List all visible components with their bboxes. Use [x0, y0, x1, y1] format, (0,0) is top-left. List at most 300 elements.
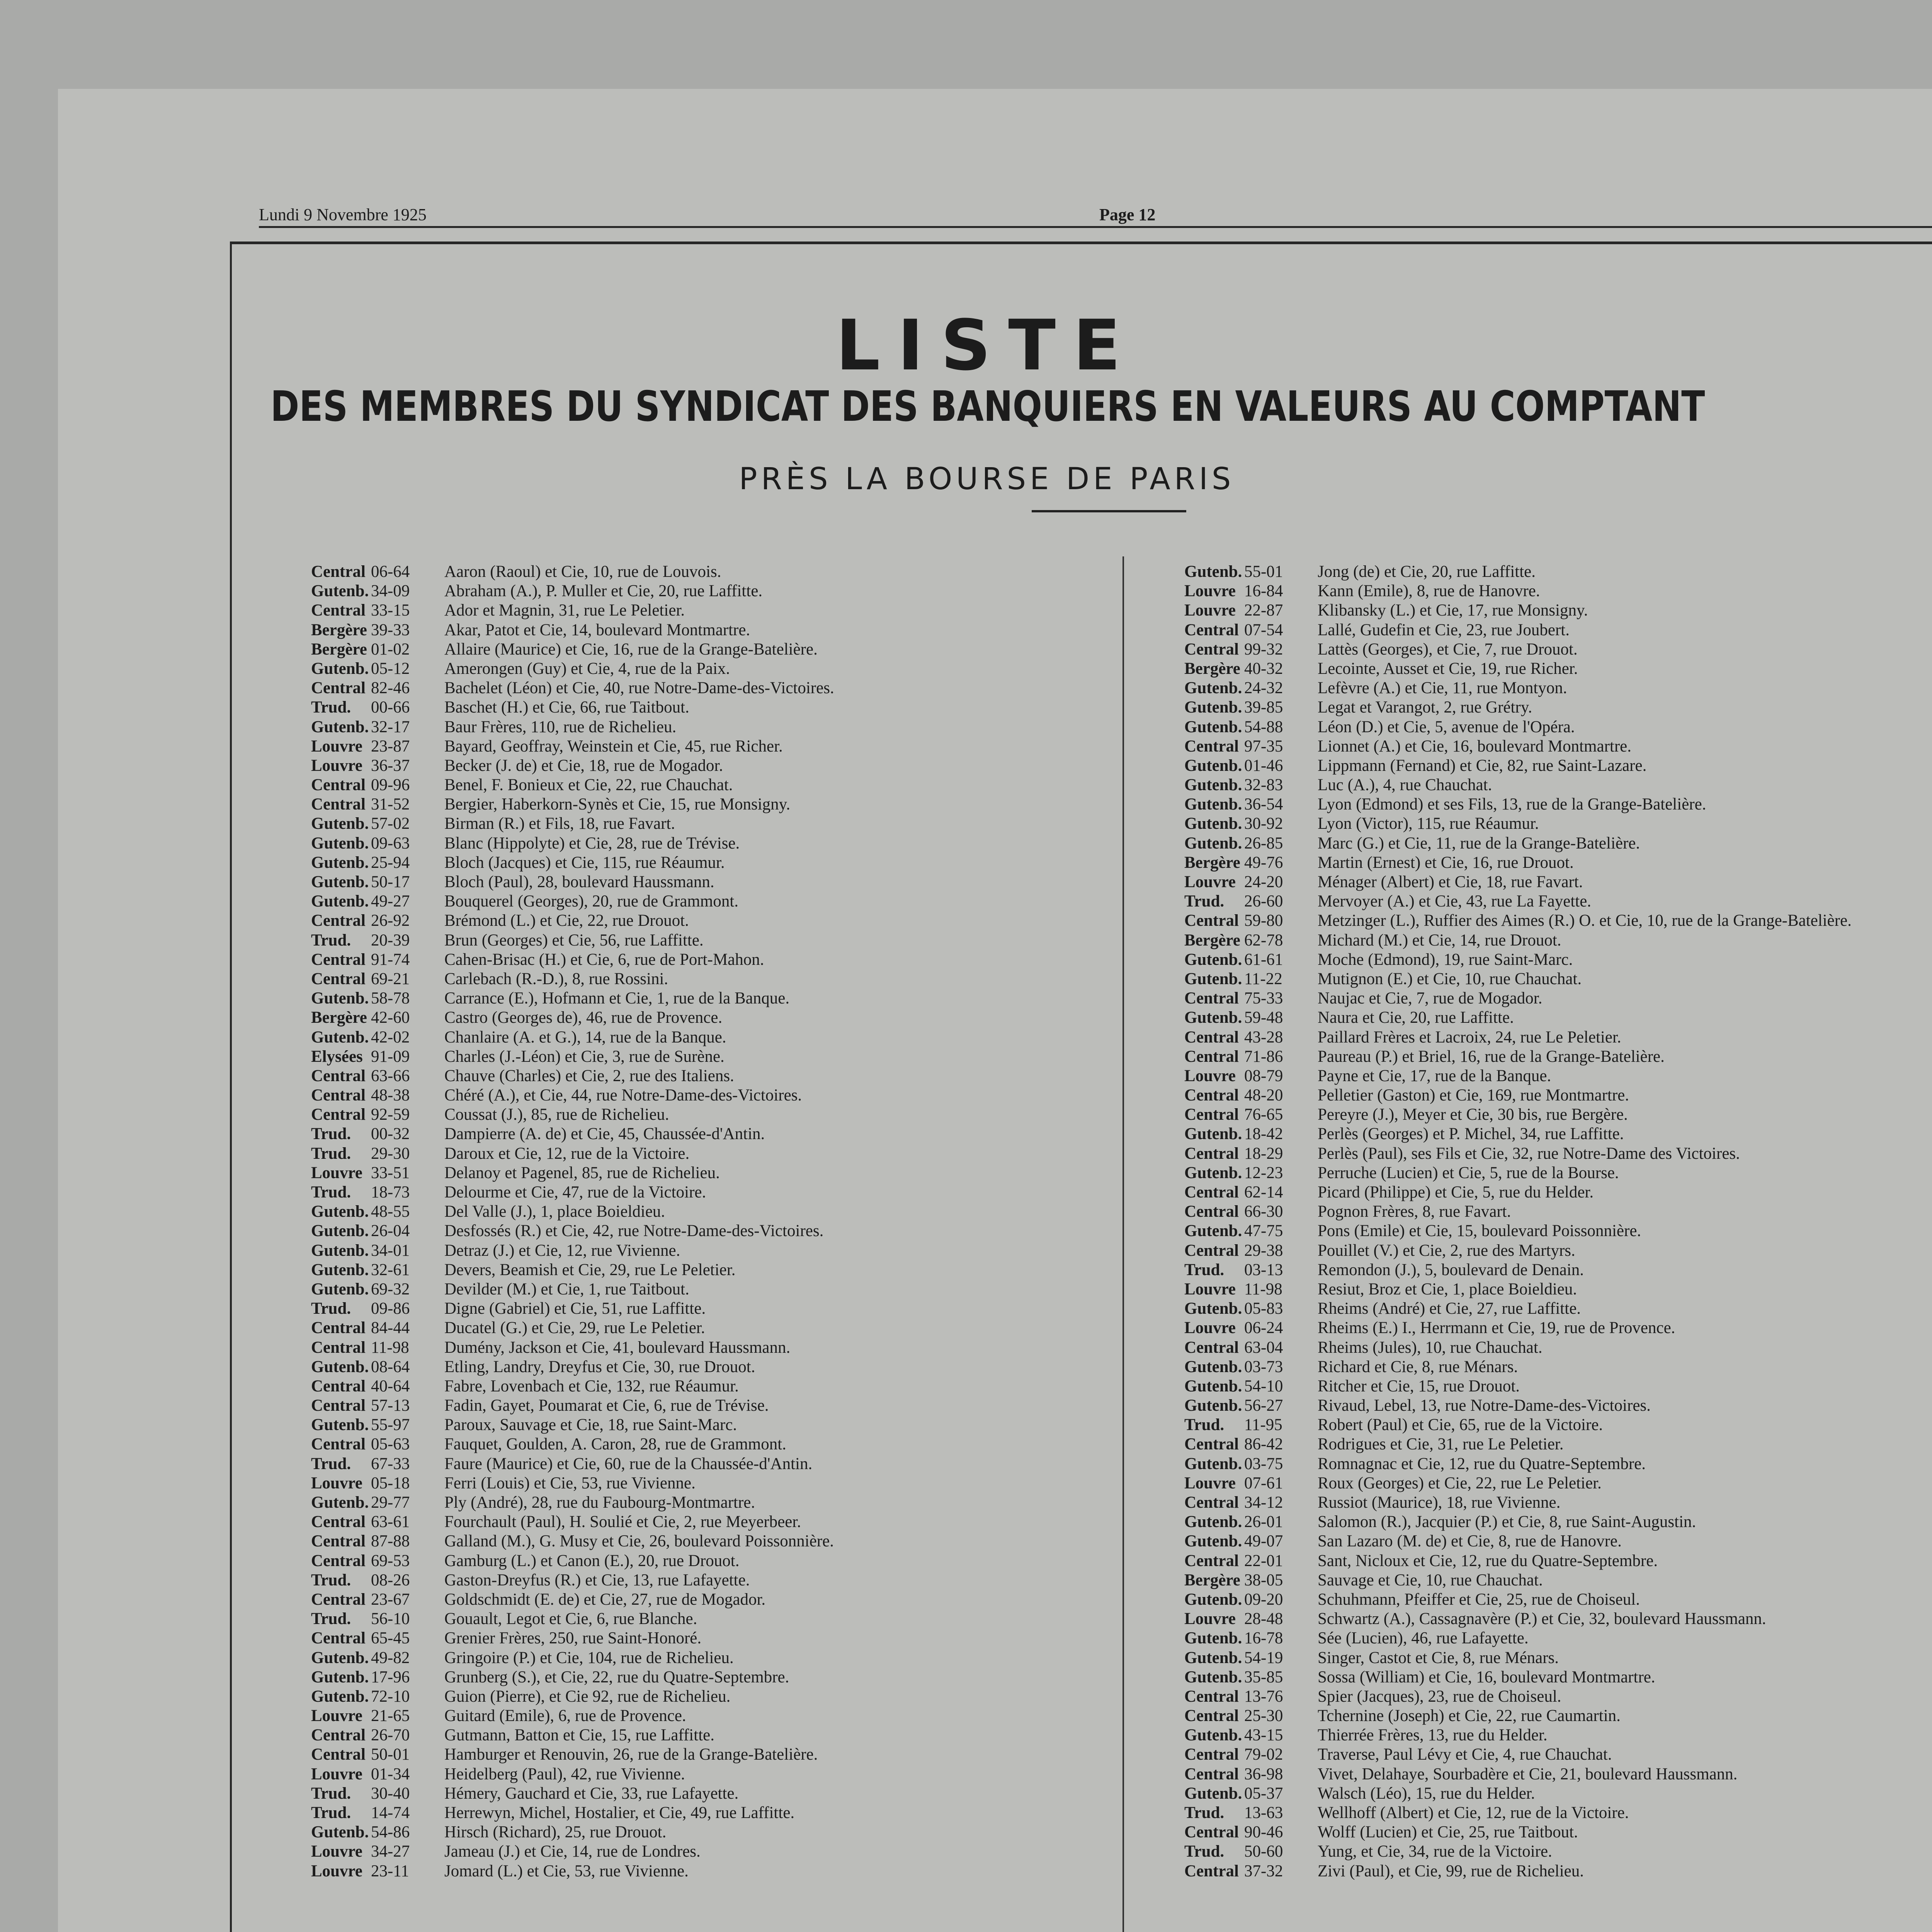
member-row — [1184, 1338, 1932, 1357]
member-phone: 24-32 — [1244, 679, 1283, 697]
member-row — [311, 1571, 1109, 1590]
member-row — [311, 1687, 1109, 1706]
member-exchange: Louvre — [1184, 873, 1236, 891]
member-exchange: Central — [311, 1532, 366, 1551]
member-name: Guitard (Emile), 6, rue de Provence. — [444, 1707, 686, 1725]
member-name: Sossa (William) et Cie, 16, boulevard Montmartre. — [1318, 1668, 1655, 1686]
member-row — [311, 1221, 1109, 1241]
member-name: Bayard, Geoffray, Weinstein et Cie, 45, rue Richer. — [444, 737, 783, 755]
member-row — [1184, 872, 1932, 892]
member-exchange: Gutenb. — [1184, 1454, 1242, 1473]
member-exchange: Louvre — [311, 756, 362, 775]
member-name: Gouault, Legot et Cie, 6, rue Blanche. — [444, 1610, 697, 1628]
member-name: Chéré (A.), et Cie, 44, rue Notre-Dame-des-Victoires. — [444, 1086, 802, 1105]
member-name: Naura et Cie, 20, rue Laffitte. — [1318, 1009, 1514, 1027]
member-row — [1184, 1803, 1932, 1823]
member-name: Fourchault (Paul), H. Soulié et Cie, 2, rue Meyerbeer. — [444, 1513, 801, 1531]
member-row — [1184, 950, 1932, 969]
member-phone: 91-09 — [371, 1047, 410, 1066]
member-name: Fauquet, Goulden, A. Caron, 28, rue de Grammont. — [444, 1435, 786, 1454]
member-name: Gaston-Dreyfus (R.) et Cie, 13, rue Lafayette. — [444, 1571, 750, 1589]
member-phone: 23-67 — [371, 1590, 410, 1609]
page-number: Page 12 — [1099, 205, 1156, 224]
member-exchange: Gutenb. — [311, 582, 369, 600]
member-phone: 35-85 — [1244, 1668, 1283, 1686]
member-exchange: Trud. — [311, 1804, 351, 1822]
member-row — [1184, 1706, 1932, 1726]
member-phone: 50-01 — [371, 1745, 410, 1764]
member-phone: 01-34 — [371, 1765, 410, 1783]
member-exchange: Gutenb. — [311, 815, 369, 833]
member-phone: 82-46 — [371, 679, 410, 697]
member-row — [311, 853, 1109, 872]
member-phone: 24-20 — [1244, 873, 1283, 891]
member-phone: 54-19 — [1244, 1648, 1283, 1667]
member-phone: 28-48 — [1244, 1610, 1283, 1628]
member-name: Bloch (Jacques) et Cie, 115, rue Réaumur. — [444, 853, 725, 872]
member-phone: 25-94 — [371, 853, 410, 872]
member-phone: 30-40 — [371, 1784, 410, 1803]
member-name: Traverse, Paul Lévy et Cie, 4, rue Chauchat. — [1318, 1745, 1612, 1764]
member-name: Hamburger et Renouvin, 26, rue de la Grange-Batelière. — [444, 1745, 818, 1764]
member-exchange: Gutenb. — [311, 1202, 369, 1221]
member-row — [1184, 931, 1932, 950]
member-phone: 37-32 — [1244, 1862, 1283, 1880]
member-row — [1184, 1590, 1932, 1609]
member-phone: 49-82 — [371, 1648, 410, 1667]
members-left-column — [311, 562, 1109, 1881]
member-row — [311, 1202, 1109, 1221]
member-row — [311, 1532, 1109, 1551]
member-phone: 29-38 — [1244, 1241, 1283, 1260]
member-phone: 91-74 — [371, 950, 410, 969]
member-row — [1184, 1823, 1932, 1842]
member-exchange: Central — [311, 1338, 366, 1357]
member-exchange: Central — [1184, 1765, 1239, 1783]
header-rule — [259, 226, 1932, 228]
member-exchange: Central — [1184, 1144, 1239, 1163]
member-name: Galland (M.), G. Musy et Cie, 26, boulevard Poissonnière. — [444, 1532, 834, 1551]
member-row — [311, 1803, 1109, 1823]
member-exchange: Bergère — [311, 621, 367, 639]
member-row — [1184, 1047, 1932, 1066]
member-row — [311, 1609, 1109, 1629]
member-name: Castro (Georges de), 46, rue de Provence. — [444, 1009, 723, 1027]
member-row — [311, 931, 1109, 950]
member-row — [1184, 1842, 1932, 1861]
member-exchange: Central — [311, 776, 366, 794]
member-name: Ador et Magnin, 31, rue Le Peletier. — [444, 601, 685, 620]
member-phone: 42-60 — [371, 1009, 410, 1027]
member-row — [1184, 1066, 1932, 1086]
member-name: Delanoy et Pagenel, 85, rue de Richelieu. — [444, 1163, 720, 1182]
member-exchange: Central — [311, 1513, 366, 1531]
member-phone: 30-92 — [1244, 815, 1283, 833]
member-row — [1184, 1512, 1932, 1532]
member-phone: 08-79 — [1244, 1066, 1283, 1085]
member-phone: 62-78 — [1244, 931, 1283, 949]
member-row — [1184, 969, 1932, 989]
member-row — [311, 659, 1109, 679]
member-phone: 76-65 — [1244, 1105, 1283, 1124]
member-phone: 14-74 — [371, 1804, 410, 1822]
member-name: Russiot (Maurice), 18, rue Vivienne. — [1318, 1493, 1561, 1512]
member-exchange: Gutenb. — [1184, 1396, 1242, 1415]
member-phone: 79-02 — [1244, 1745, 1283, 1764]
member-exchange: Trud. — [311, 1784, 351, 1803]
member-name: Hémery, Gauchard et Cie, 33, rue Lafayette. — [444, 1784, 739, 1803]
member-row — [311, 834, 1109, 853]
member-exchange: Gutenb. — [1184, 718, 1242, 736]
member-row — [311, 582, 1109, 601]
member-exchange: Gutenb. — [1184, 698, 1242, 717]
member-exchange: Central — [311, 1105, 366, 1124]
member-name: Lefèvre (A.) et Cie, 11, rue Montyon. — [1318, 679, 1567, 697]
member-name: Thierrée Frères, 13, rue du Helder. — [1318, 1726, 1548, 1745]
member-phone: 00-32 — [371, 1125, 410, 1143]
member-name: Carlebach (R.-D.), 8, rue Rossini. — [444, 969, 668, 988]
member-exchange: Gutenb. — [1184, 1590, 1242, 1609]
member-phone: 43-28 — [1244, 1028, 1283, 1046]
member-name: Yung, et Cie, 34, rue de la Victoire. — [1318, 1842, 1552, 1861]
member-exchange: Central — [1184, 1551, 1239, 1570]
member-exchange: Gutenb. — [1184, 834, 1242, 852]
member-name: Benel, F. Bonieux et Cie, 22, rue Chauchat. — [444, 776, 733, 794]
member-name: Remondon (J.), 5, boulevard de Denain. — [1318, 1260, 1584, 1279]
member-exchange: Trud. — [311, 1183, 351, 1201]
member-exchange: Gutenb. — [311, 718, 369, 736]
member-phone: 11-98 — [1244, 1280, 1282, 1298]
member-exchange: Gutenb. — [1184, 815, 1242, 833]
member-exchange: Central — [1184, 1823, 1239, 1842]
member-phone: 26-70 — [371, 1726, 410, 1745]
member-phone: 20-39 — [371, 931, 410, 949]
member-name: Mervoyer (A.) et Cie, 43, rue La Fayette. — [1318, 892, 1592, 911]
member-row — [311, 1551, 1109, 1571]
member-name: Charles (J.-Léon) et Cie, 3, rue de Surène. — [444, 1047, 724, 1066]
member-name: San Lazaro (M. de) et Cie, 8, rue de Hanovre. — [1318, 1532, 1622, 1551]
member-name: Devilder (M.) et Cie, 1, rue Taitbout. — [444, 1280, 689, 1298]
member-row — [311, 756, 1109, 776]
member-exchange: Trud. — [1184, 1416, 1225, 1434]
member-phone: 09-86 — [371, 1299, 410, 1318]
member-exchange: Central — [311, 1086, 366, 1105]
member-phone: 32-61 — [371, 1260, 410, 1279]
member-exchange: Gutenb. — [311, 989, 369, 1008]
member-phone: 43-15 — [1244, 1726, 1283, 1745]
member-exchange: Louvre — [311, 1707, 362, 1725]
member-row — [1184, 1765, 1932, 1784]
member-phone: 67-33 — [371, 1454, 410, 1473]
member-row — [311, 1396, 1109, 1415]
member-phone: 31-52 — [371, 795, 410, 814]
member-row — [311, 1454, 1109, 1474]
member-row — [311, 1047, 1109, 1066]
member-phone: 63-66 — [371, 1066, 410, 1085]
member-phone: 09-63 — [371, 834, 410, 852]
member-row — [311, 950, 1109, 969]
member-exchange: Central — [311, 601, 366, 620]
member-exchange: Gutenb. — [311, 1416, 369, 1434]
member-exchange: Gutenb. — [1184, 950, 1242, 969]
member-exchange: Central — [311, 1396, 366, 1415]
member-row — [311, 1706, 1109, 1726]
member-row — [1184, 1687, 1932, 1706]
member-row — [311, 1183, 1109, 1202]
member-exchange: Central — [311, 1377, 366, 1395]
member-phone: 26-92 — [371, 912, 410, 930]
member-row — [311, 1474, 1109, 1493]
member-phone: 29-30 — [371, 1144, 410, 1163]
member-exchange: Gutenb. — [1184, 1629, 1242, 1648]
member-exchange: Central — [1184, 1183, 1239, 1201]
member-row — [1184, 892, 1932, 911]
member-name: Roux (Georges) et Cie, 22, rue Le Peletier. — [1318, 1474, 1602, 1492]
member-name: Paureau (P.) et Briel, 16, rue de la Grange-Batelière. — [1318, 1047, 1665, 1066]
member-row — [1184, 1435, 1932, 1454]
member-row — [311, 795, 1109, 814]
member-phone: 01-46 — [1244, 756, 1283, 775]
member-phone: 03-13 — [1244, 1260, 1283, 1279]
member-phone: 26-04 — [371, 1222, 410, 1240]
member-name: Fadin, Gayet, Poumarat et Cie, 6, rue de Trévise. — [444, 1396, 769, 1415]
member-name: Pouillet (V.) et Cie, 2, rue des Martyrs. — [1318, 1241, 1575, 1260]
member-exchange: Bergère — [311, 1009, 367, 1027]
member-exchange: Elysées — [311, 1047, 363, 1066]
member-phone: 34-01 — [371, 1241, 410, 1260]
member-row — [1184, 1532, 1932, 1551]
member-exchange: Central — [1184, 1707, 1239, 1725]
member-exchange: Louvre — [311, 1474, 362, 1492]
member-name: Dumény, Jackson et Cie, 41, boulevard Haussmann. — [444, 1338, 791, 1357]
member-name: Akar, Patot et Cie, 14, boulevard Montmartre. — [444, 621, 750, 639]
members-right-column — [1184, 562, 1932, 1881]
member-exchange: Central — [311, 1066, 366, 1085]
member-row — [1184, 1668, 1932, 1687]
member-row — [1184, 1183, 1932, 1202]
member-exchange: Trud. — [311, 1454, 351, 1473]
member-phone: 26-60 — [1244, 892, 1283, 911]
member-phone: 05-63 — [371, 1435, 410, 1454]
member-name: Fabre, Lovenbach et Cie, 132, rue Réaumur. — [444, 1377, 739, 1395]
member-name: Dampierre (A. de) et Cie, 45, Chaussée-d'Antin. — [444, 1125, 765, 1143]
member-name: Romnagnac et Cie, 12, rue du Quatre-Septembre. — [1318, 1454, 1646, 1473]
member-phone: 03-75 — [1244, 1454, 1283, 1473]
member-name: Walsch (Léo), 15, rue du Helder. — [1318, 1784, 1535, 1803]
member-phone: 16-78 — [1244, 1629, 1283, 1648]
member-row — [311, 1862, 1109, 1881]
member-row — [311, 737, 1109, 756]
member-name: Aaron (Raoul) et Cie, 10, rue de Louvois. — [444, 563, 721, 581]
member-name: Del Valle (J.), 1, place Boieldieu. — [444, 1202, 665, 1221]
member-phone: 61-61 — [1244, 950, 1283, 969]
member-exchange: Central — [1184, 1028, 1239, 1046]
member-phone: 18-73 — [371, 1183, 410, 1201]
member-name: Etling, Landry, Dreyfus et Cie, 30, rue Drouot. — [444, 1357, 755, 1376]
member-row — [1184, 1202, 1932, 1221]
member-row — [311, 1105, 1109, 1124]
member-row — [311, 1124, 1109, 1144]
member-exchange: Central — [1184, 912, 1239, 930]
member-name: Guion (Pierre), et Cie 92, rue de Richelieu. — [444, 1687, 731, 1706]
member-name: Lallé, Gudefin et Cie, 23, rue Joubert. — [1318, 621, 1570, 639]
member-exchange: Trud. — [311, 931, 351, 949]
member-name: Marc (G.) et Cie, 11, rue de la Grange-Batelière. — [1318, 834, 1640, 852]
member-phone: 86-42 — [1244, 1435, 1283, 1454]
member-exchange: Gutenb. — [1184, 1668, 1242, 1686]
member-phone: 03-73 — [1244, 1357, 1283, 1376]
member-name: Léon (D.) et Cie, 5, avenue de l'Opéra. — [1318, 718, 1575, 736]
member-row — [311, 1260, 1109, 1280]
member-phone: 05-37 — [1244, 1784, 1283, 1803]
member-name: Michard (M.) et Cie, 14, rue Drouot. — [1318, 931, 1561, 949]
member-phone: 42-02 — [371, 1028, 410, 1046]
member-row — [311, 911, 1109, 930]
member-row — [311, 1280, 1109, 1299]
member-phone: 48-38 — [371, 1086, 410, 1105]
member-row — [311, 1726, 1109, 1745]
member-exchange: Bergère — [1184, 1571, 1240, 1589]
member-exchange: Central — [1184, 1745, 1239, 1764]
member-name: Grenier Frères, 250, rue Saint-Honoré. — [444, 1629, 702, 1648]
member-row — [1184, 621, 1932, 640]
member-row — [1184, 659, 1932, 679]
member-row — [311, 1318, 1109, 1338]
member-exchange: Central — [311, 1590, 366, 1609]
member-phone: 50-17 — [371, 873, 410, 891]
member-phone: 11-95 — [1244, 1416, 1282, 1434]
member-row — [1184, 562, 1932, 582]
member-name: Lyon (Victor), 115, rue Réaumur. — [1318, 815, 1539, 833]
member-name: Faure (Maurice) et Cie, 60, rue de la Chaussée-d'Antin. — [444, 1454, 813, 1473]
member-exchange: Louvre — [311, 1862, 362, 1880]
member-phone: 63-04 — [1244, 1338, 1283, 1357]
member-phone: 58-78 — [371, 989, 410, 1008]
member-exchange: Gutenb. — [1184, 1784, 1242, 1803]
member-phone: 07-61 — [1244, 1474, 1283, 1492]
member-exchange: Trud. — [311, 1299, 351, 1318]
member-row — [311, 718, 1109, 737]
member-phone: 16-84 — [1244, 582, 1283, 600]
member-exchange: Gutenb. — [311, 1222, 369, 1240]
member-exchange: Gutenb. — [1184, 679, 1242, 697]
member-row — [1184, 1028, 1932, 1047]
member-name: Bergier, Haberkorn-Synès et Cie, 15, rue Monsigny. — [444, 795, 791, 814]
member-name: Singer, Castot et Cie, 8, rue Ménars. — [1318, 1648, 1559, 1667]
member-name: Ferri (Louis) et Cie, 53, rue Vivienne. — [444, 1474, 696, 1492]
member-name: Daroux et Cie, 12, rue de la Victoire. — [444, 1144, 690, 1163]
member-name: Pons (Emile) et Cie, 15, boulevard Poissonnière. — [1318, 1222, 1641, 1240]
member-phone: 07-54 — [1244, 621, 1283, 639]
member-phone: 66-30 — [1244, 1202, 1283, 1221]
member-name: Bouquerel (Georges), 20, rue de Grammont. — [444, 892, 739, 911]
member-name: Wolff (Lucien) et Cie, 25, rue Taitbout. — [1318, 1823, 1578, 1842]
member-row — [311, 562, 1109, 582]
member-phone: 55-01 — [1244, 563, 1283, 581]
member-row — [311, 1435, 1109, 1454]
member-phone: 06-24 — [1244, 1319, 1283, 1337]
member-row — [1184, 1474, 1932, 1493]
member-phone: 09-20 — [1244, 1590, 1283, 1609]
member-exchange: Gutenb. — [311, 873, 369, 891]
member-exchange: Gutenb. — [1184, 1357, 1242, 1376]
member-phone: 40-32 — [1244, 659, 1283, 678]
member-exchange: Louvre — [311, 737, 362, 755]
member-row — [1184, 1280, 1932, 1299]
member-name: Desfossés (R.) et Cie, 42, rue Notre-Dame-des-Victoires. — [444, 1222, 824, 1240]
member-phone: 29-77 — [371, 1493, 410, 1512]
member-name: Baur Frères, 110, rue de Richelieu. — [444, 718, 677, 736]
member-phone: 71-86 — [1244, 1047, 1283, 1066]
member-name: Rheims (E.) I., Herrmann et Cie, 19, rue de Provence. — [1318, 1319, 1675, 1337]
member-exchange: Louvre — [1184, 1610, 1236, 1628]
member-phone: 26-01 — [1244, 1513, 1283, 1531]
member-exchange: Gutenb. — [1184, 756, 1242, 775]
member-phone: 22-87 — [1244, 601, 1283, 620]
member-exchange: Gutenb. — [1184, 1163, 1242, 1182]
member-name: Salomon (R.), Jacquier (P.) et Cie, 8, rue Saint-Augustin. — [1318, 1513, 1696, 1531]
member-name: Brun (Georges) et Cie, 56, rue Laffitte. — [444, 931, 704, 949]
member-exchange: Louvre — [311, 1163, 362, 1182]
member-name: Paroux, Sauvage et Cie, 18, rue Saint-Marc. — [444, 1416, 737, 1434]
member-name: Richard et Cie, 8, rue Ménars. — [1318, 1357, 1518, 1376]
member-phone: 90-46 — [1244, 1823, 1283, 1842]
member-exchange: Gutenb. — [1184, 1125, 1242, 1143]
member-name: Devers, Beamish et Cie, 29, rue Le Peletier. — [444, 1260, 736, 1279]
member-phone: 22-01 — [1244, 1551, 1283, 1570]
member-name: Schwartz (A.), Cassagnavère (P.) et Cie, 32, boulevard Haussmann. — [1318, 1610, 1766, 1628]
member-name: Brémond (L.) et Cie, 22, rue Drouot. — [444, 912, 689, 930]
title-membres: DES MEMBRES DU SYNDICAT DES BANQUIERS EN VALEURS AU COMPTANT — [270, 383, 1705, 431]
member-row — [1184, 756, 1932, 776]
member-row — [311, 1008, 1109, 1027]
member-row — [311, 1299, 1109, 1318]
member-row — [311, 1668, 1109, 1687]
member-exchange: Trud. — [311, 698, 351, 717]
member-name: Ducatel (G.) et Cie, 29, rue Le Peletier. — [444, 1319, 705, 1337]
member-name: Schuhmann, Pfeiffer et Cie, 25, rue de Choiseul. — [1318, 1590, 1640, 1609]
member-phone: 40-64 — [371, 1377, 410, 1395]
member-row — [1184, 1105, 1932, 1124]
member-exchange: Gutenb. — [311, 1823, 369, 1842]
member-row — [1184, 1299, 1932, 1318]
member-row — [1184, 698, 1932, 717]
member-name: Wellhoff (Albert) et Cie, 12, rue de la Victoire. — [1318, 1804, 1629, 1822]
member-row — [311, 1028, 1109, 1047]
member-row — [311, 776, 1109, 795]
member-name: Digne (Gabriel) et Cie, 51, rue Laffitte. — [444, 1299, 706, 1318]
member-phone: 49-27 — [371, 892, 410, 911]
member-phone: 32-83 — [1244, 776, 1283, 794]
member-row — [1184, 1862, 1932, 1881]
member-name: Lippmann (Fernand) et Cie, 82, rue Saint-Lazare. — [1318, 756, 1647, 775]
member-phone: 33-51 — [371, 1163, 410, 1182]
member-row — [1184, 601, 1932, 620]
title-liste: LISTE — [835, 305, 1138, 386]
member-row — [1184, 1241, 1932, 1260]
member-name: Rheims (André) et Cie, 27, rue Laffitte. — [1318, 1299, 1581, 1318]
member-phone: 11-22 — [1244, 969, 1282, 988]
member-row — [1184, 1008, 1932, 1027]
member-name: Spier (Jacques), 23, rue de Choiseul. — [1318, 1687, 1561, 1706]
member-row — [311, 1163, 1109, 1183]
member-phone: 54-86 — [371, 1823, 410, 1842]
member-exchange: Gutenb. — [311, 659, 369, 678]
member-row — [311, 621, 1109, 640]
member-exchange: Central — [1184, 621, 1239, 639]
member-row — [311, 698, 1109, 717]
member-exchange: Central — [311, 969, 366, 988]
